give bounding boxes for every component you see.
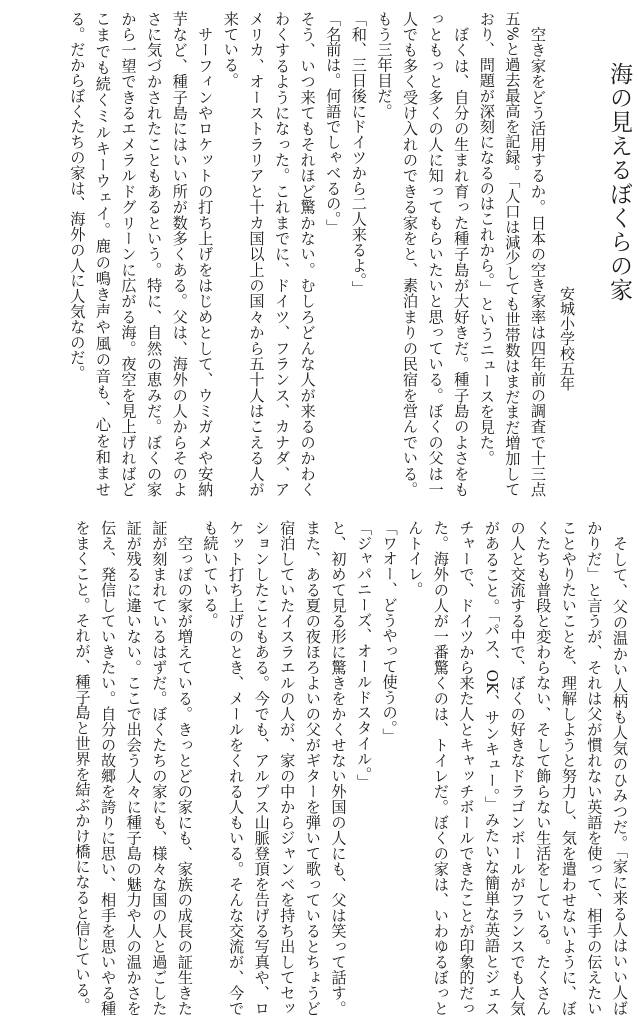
dialogue-line: 「名前は。何語でしゃべるの。」	[324, 11, 343, 235]
dialogue-line: 「ジャパニーズ、オールドスタイル。」	[355, 520, 374, 790]
paragraph: 空き家をどう活用するか。日本の空き家率は四年前の調査で十三点五%と過去最高を記録。「人口は減少しても世帯数はまだまだ増加しており、問題が深刻になるのはこれから。」というニュースを見た。	[477, 11, 547, 497]
paragraph: そう、いつ来てもそれほど驚かない。むしろどんな人が来るのかわくわくするようになった。これまでに、ドイツ、フランス、カナダ、アメリカ、オーストラリアと十カ国以上の国々から五十人はこえる人が来ている。	[221, 11, 317, 497]
paragraph: と、初めて見る形に驚きをかくせない外国の人にも、父は笑って話す。また、ある夏の夜ほろよいの父がギターを弾いて歌っているとちょうど宿泊していたイスラエルの人が、家の中からジャンベを持ち出してセッションしたこともある。今でも、アルプス山脈登頂を告げる写真や、ロケット打ち上げのとき、メールをくれる人もいる。そんな交流が、今でも続いている。	[201, 520, 348, 1016]
author-byline	[559, 286, 574, 486]
paragraph: 空っぽの家が増えている。きっとどの家にも、家族の成長の証生きた証が刻まれているはずだ。ぼくたちの家にも、様々な国の人と過ごした証が残るに違いない。ここで出会う人々に種子島の魅力や人の温かさを伝え、発信していきたい。自分の故郷を誇りに思い、相手を思いやる種をまくこと。それが、種子島と世界を結ぶかけ橋になると信じている。	[73, 520, 194, 1016]
paragraph: サーフィンやロケットの打ち上げをはじめとして、ウミガメや安納芋など、種子島にはいい所が数多くある。父は、海外の人からそのよさに気づかされたこともあるという。特に、自然の恵みだ。ぼくの家から一望できるエメラルドグリーンに広がる海。夜空を見上げればどこまでも続くミルキーウェイ。鹿の鳴き声や風の音も、心を和ませる。だからぼくたちの家は、海外の人に人気なのだ。	[68, 11, 215, 497]
author-school: 安城小学校	[558, 286, 576, 361]
dialogue-line: 「ワオー、どうやって使うの。」	[380, 520, 399, 744]
essay-lower-section	[6, 520, 632, 1016]
paragraph: ぼくは、自分の生まれ育った種子島が大好きだ。種子島のよさをもっともっと多くの人に知ってもらいたいと思っている。ぼくの父は一人でも多く受け入れのできる家をと、素泊まりの民宿を営んでいる。もう三年目だ。	[375, 11, 471, 497]
essay-upper-section	[5, 11, 550, 497]
essay-title: 海の見えるぼくらの家	[606, 62, 632, 302]
dialogue-line: 「和、三日後にドイツから二人来るよ。」	[349, 11, 368, 296]
author-grade: 五年	[558, 361, 576, 391]
paragraph: そして、父の温かい人柄も人気のひみつだ。「家に来る人はいい人ばかりだ」と言うが、それは父が慣れない英語を使って、相手の伝えたいことやりたいことを、理解しようと努力し、気を遣わせないように、ぼくたちも普段と変わらない、そして飾らない生活をしている。たくさんの人と交流する中で、ぼくの好きなドラゴンボールがフランスでも人気があること。「パス、OK、サンキュー。」みたいな簡単な英語とジェスチャーで、ドイツから来た人とキャッチボールできたことが印象的だった。海外の人が一番驚くのは、トイレだ。ぼくの家は、いわゆるぼっとんトイレ。	[406, 520, 629, 1016]
